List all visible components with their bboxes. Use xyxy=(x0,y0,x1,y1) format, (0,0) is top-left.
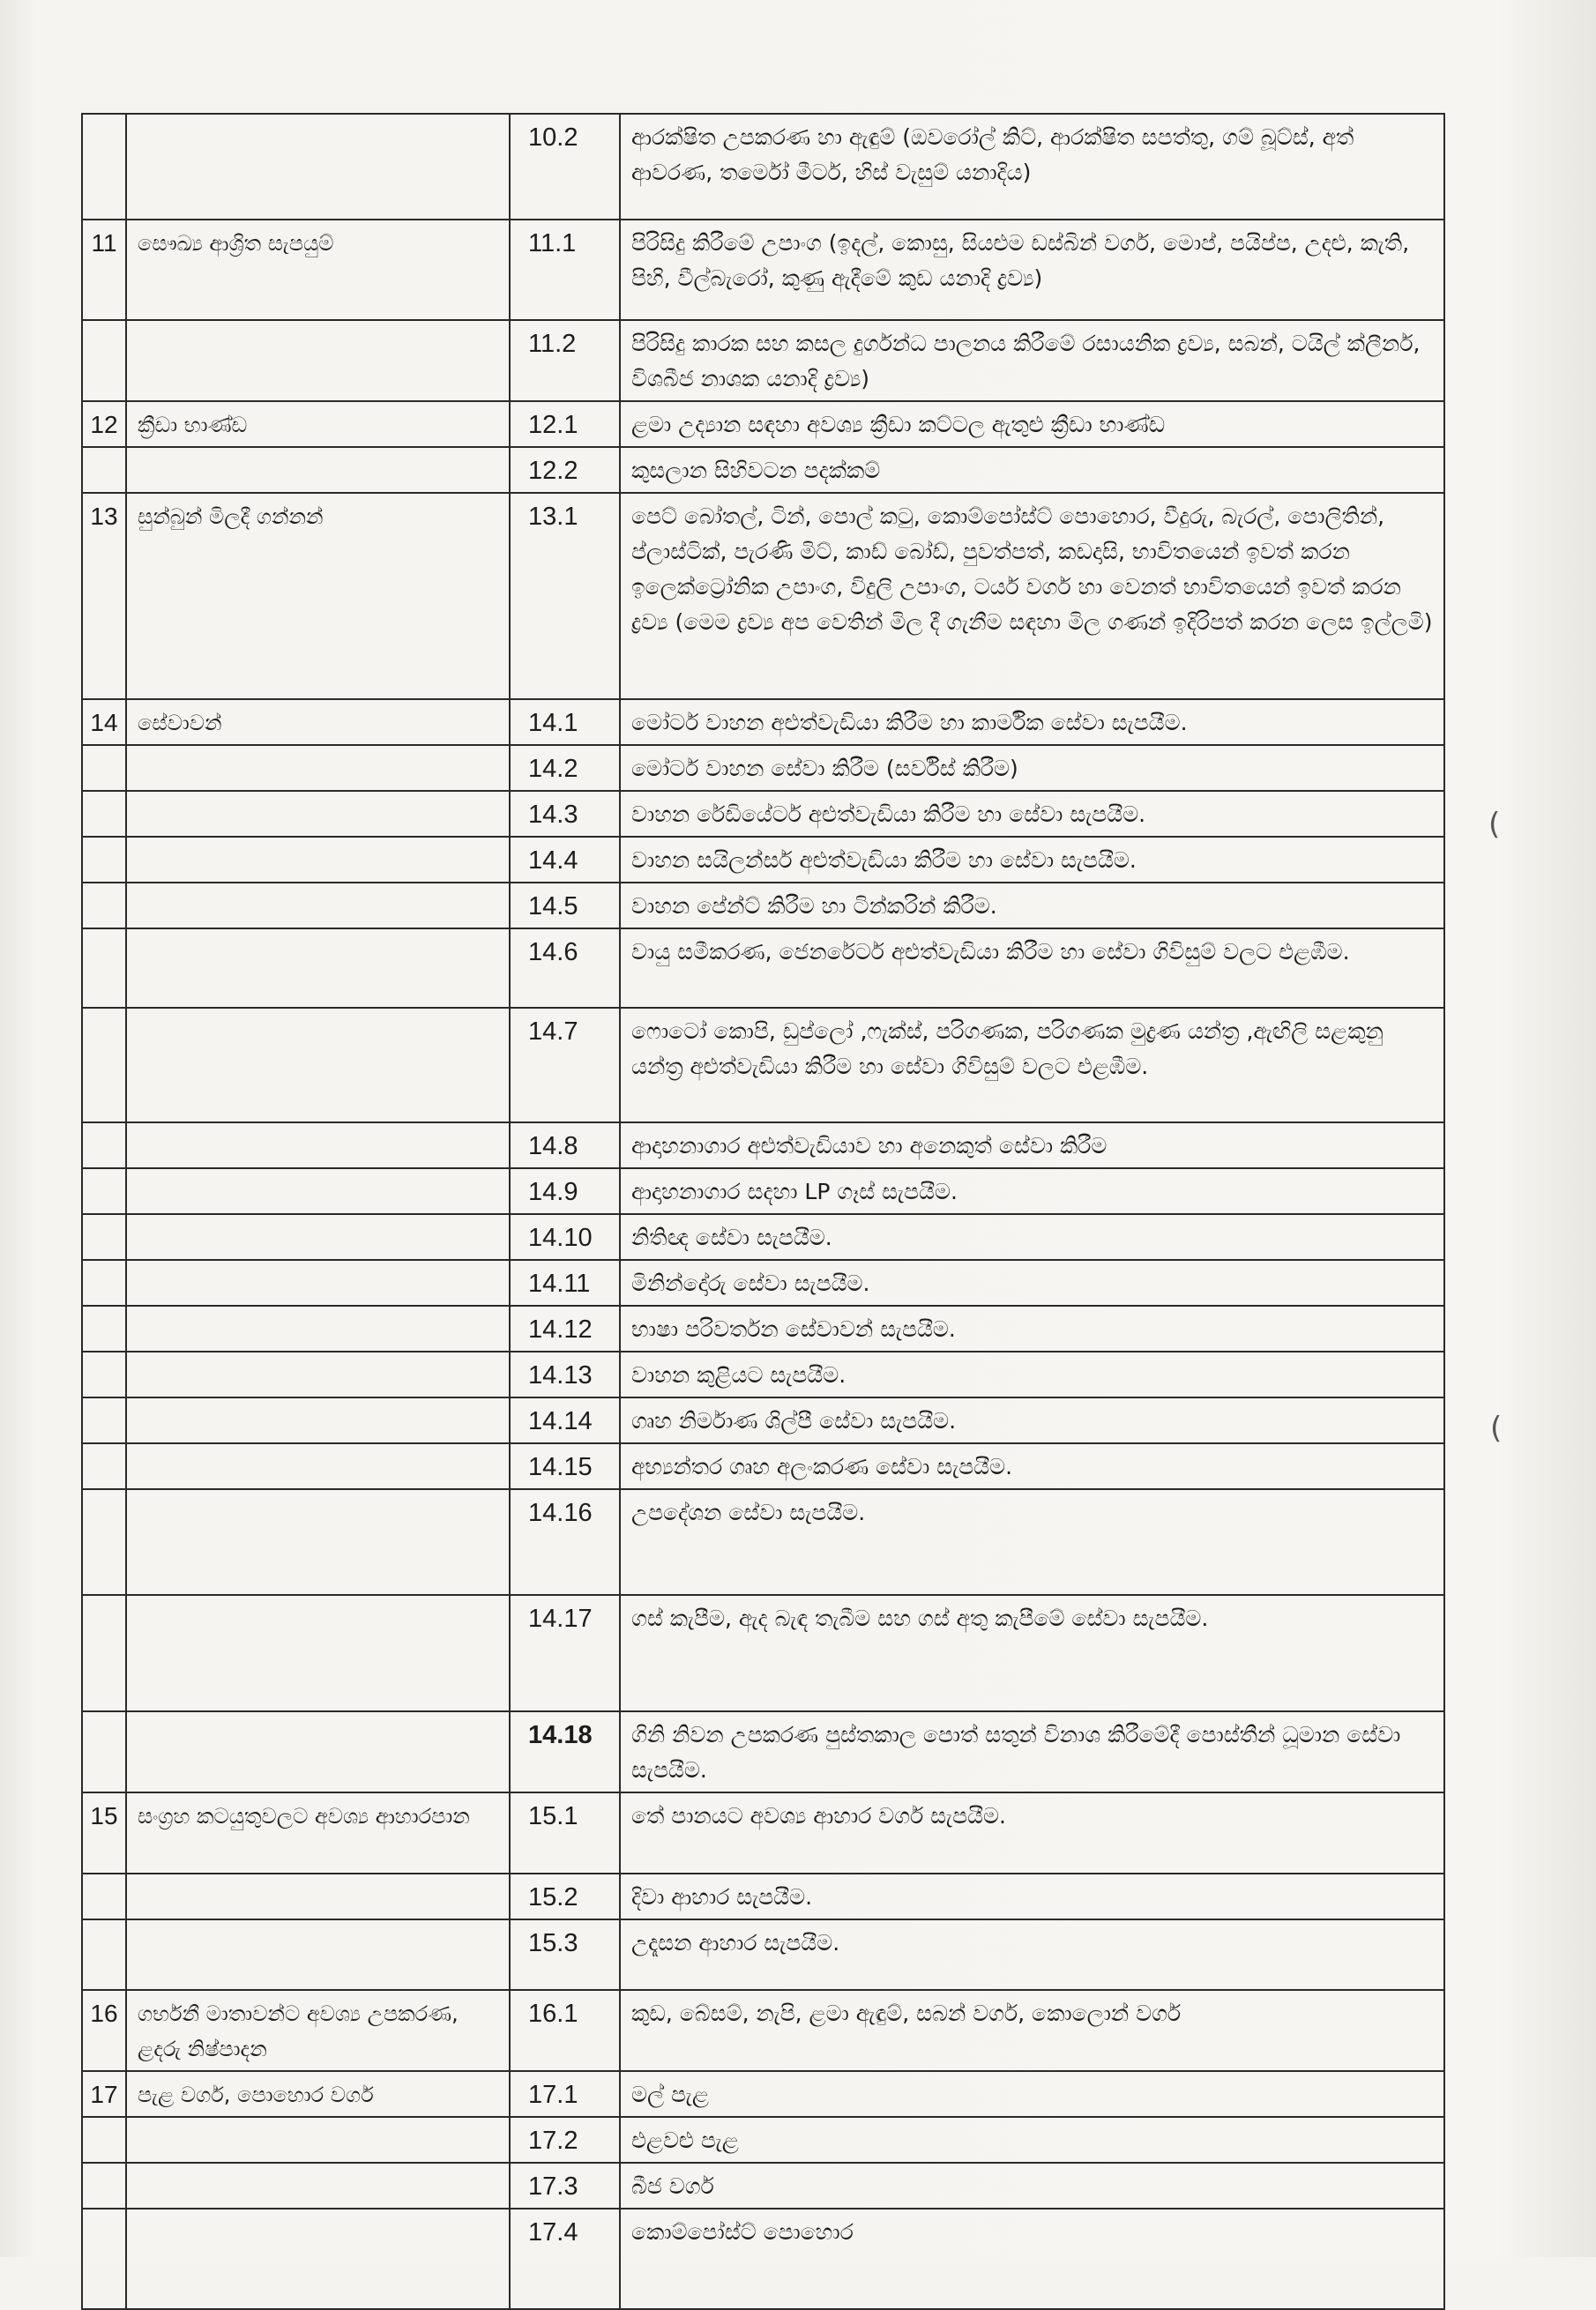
item-description: උපදේශන සේවා සැපයීම. xyxy=(620,1489,1444,1595)
item-category: සුන්බුන් මිලදී ගන්නන් xyxy=(126,493,510,699)
table-row xyxy=(82,837,1444,883)
item-number xyxy=(82,837,126,883)
item-category xyxy=(126,1711,510,1792)
item-description: භාෂා පරිවර්තන සේවාවන් සැපයීම. xyxy=(620,1306,1444,1352)
item-number xyxy=(82,2209,126,2309)
table-row xyxy=(82,2163,1444,2209)
item-category xyxy=(126,1260,510,1306)
sub-item-number: 14.1 xyxy=(510,699,620,745)
item-number xyxy=(82,883,126,928)
sub-item-number: 14.18 xyxy=(510,1711,620,1792)
item-description: ආදාහනාගාර සදහා LP ගෑස් සැපයීම. xyxy=(620,1168,1444,1214)
item-category xyxy=(126,1443,510,1489)
item-category: සෞඛ්‍ය ආශ්‍රිත සැපයුම් xyxy=(126,220,510,320)
sub-item-number: 17.1 xyxy=(510,2071,620,2117)
table-row xyxy=(82,1711,1444,1792)
table-row xyxy=(82,1792,1444,1874)
item-number xyxy=(82,791,126,837)
item-category xyxy=(126,745,510,791)
item-number: 15 xyxy=(82,1792,126,1874)
sub-item-number: 14.4 xyxy=(510,837,620,883)
item-category xyxy=(126,114,510,220)
item-number: 14 xyxy=(82,699,126,745)
item-description: වායු සමීකරණ, ජෙනරේටර් අළුත්වැඩියා කිරීම හා සේවා ගිවිසුම් වලට එළඹීම. xyxy=(620,928,1444,1008)
margin-mark: ( xyxy=(1490,1411,1503,1446)
item-category xyxy=(126,791,510,837)
sub-item-number: 13.1 xyxy=(510,493,620,699)
item-category xyxy=(126,1008,510,1122)
item-number xyxy=(82,1595,126,1711)
item-description: පිරිසිදු කාරක සහ කසල දුර්ගන්ධ පාලනය කිරීමේ රසායනික ද්‍රව්‍ය, සබන්, ටයිල් ක්ලීනර්, විශබීජ නාශක යනාදි ද්‍රව්‍ය) xyxy=(620,320,1444,401)
item-description: අභ්‍යන්තර ගෘහ අලංකරණ සේවා සැපයීම. xyxy=(620,1443,1444,1489)
sub-item-number: 14.11 xyxy=(510,1260,620,1306)
margin-mark: ( xyxy=(1488,807,1501,842)
item-category: ක්‍රීඩා භාණ්ඩ xyxy=(126,401,510,447)
item-description: උදෑසන ආහාර සැපයීම. xyxy=(620,1919,1444,1990)
item-number xyxy=(82,1443,126,1489)
table-row xyxy=(82,320,1444,401)
table-row xyxy=(82,928,1444,1008)
item-category xyxy=(126,1397,510,1443)
item-category: සංග්‍රහ කටයුතුවලට අවශ්‍ය ආහාරපාන xyxy=(126,1792,510,1874)
item-number xyxy=(82,1008,126,1122)
item-description: ගස් කැපීම, ඇද බැඳ තැබීම සහ ගස් අතු කැපීමේ සේවා සැපයීම. xyxy=(620,1595,1444,1711)
item-description: මෝටර් වාහන අළුත්වැඩියා කිරීම හා කාර්මික සේවා සැපයීම. xyxy=(620,699,1444,745)
sub-item-number: 17.3 xyxy=(510,2163,620,2209)
item-description: නිතිඥ සේවා සැපයීම. xyxy=(620,1214,1444,1260)
item-category xyxy=(126,1214,510,1260)
item-number: 12 xyxy=(82,401,126,447)
table-row xyxy=(82,883,1444,928)
sub-item-number: 12.2 xyxy=(510,447,620,493)
sub-item-number: 14.13 xyxy=(510,1352,620,1397)
table-row xyxy=(82,791,1444,837)
sub-item-number: 12.1 xyxy=(510,401,620,447)
table-row xyxy=(82,1260,1444,1306)
item-number xyxy=(82,1919,126,1990)
item-number xyxy=(82,928,126,1008)
sub-item-number: 15.1 xyxy=(510,1792,620,1874)
items-table xyxy=(81,113,1445,2310)
item-number xyxy=(82,447,126,493)
item-description: පිරිසිදු කිරීමේ උපාංග (ඉදල්, කොසු, සියළුම ඩස්බින් වර්ග, මොප්, පයිප්ප, උදළු, කැති, පිහි, වීල්බැරෝ, කුණු ඇදීමේ කුඩ යනාදි ද්‍රව්‍ය) xyxy=(620,220,1444,320)
item-number: 16 xyxy=(82,1990,126,2071)
table-row xyxy=(82,2071,1444,2117)
table-row xyxy=(82,1990,1444,2071)
table-row xyxy=(82,114,1444,220)
item-description: තේ පානයට අවශ්‍ය ආහාර වර්ග සැපයීම. xyxy=(620,1792,1444,1874)
item-number xyxy=(82,1214,126,1260)
item-description: පෙට් බෝතල්, ටින්, පොල් කටු, කොම්පෝස්ට් පොහොර, වීදුරු, බැරල්, පොලිතින්, ප්ලාස්ටික්, පැරණි මිට්, කාඩ් බෝඩ්, පුවත්පත්, කඩදාසි, භාවිතයෙන් ඉවත් කරන ඉලෙක්ට්‍රෝනික උපාංග, විදුලි උපාංග, ටයර් වර්ග හා වෙනත් භාවිතයෙන් ඉවත් කරන ද්‍රව්‍ය (මෙම ද්‍රව්‍ය අප වෙතින් මිල දී ගැනීම සඳහා මිල ගණන් ඉදිරිපත් කරන ලෙස ඉල්ලමි) xyxy=(620,493,1444,699)
sub-item-number: 15.2 xyxy=(510,1874,620,1919)
table-row xyxy=(82,401,1444,447)
item-category xyxy=(126,2163,510,2209)
table-row xyxy=(82,1008,1444,1122)
table-row xyxy=(82,1919,1444,1990)
item-description: ගිනි නිවන උපකරණ පුස්තකාල පොත් සතුන් විනාශ කිරීමේදී පොස්තීන් ධූමාන සේවා සැපයීම. xyxy=(620,1711,1444,1792)
item-number: 11 xyxy=(82,220,126,320)
table-row xyxy=(82,220,1444,320)
sub-item-number: 14.10 xyxy=(510,1214,620,1260)
item-description: මල් පැළ xyxy=(620,2071,1444,2117)
item-category xyxy=(126,1352,510,1397)
item-category xyxy=(126,1595,510,1711)
item-description: වාහන සයිලන්සර් අළුත්වැඩියා කිරීම හා සේවා සැපයීම. xyxy=(620,837,1444,883)
item-number xyxy=(82,745,126,791)
sub-item-number: 14.9 xyxy=(510,1168,620,1214)
table-row xyxy=(82,2209,1444,2309)
item-number xyxy=(82,114,126,220)
item-number xyxy=(82,1260,126,1306)
sub-item-number: 15.3 xyxy=(510,1919,620,1990)
item-description: කුඩ, බේසම්, නැපි, ළමා ඇඳුම්, සබන් වර්ග, කොලොන් වර්ග xyxy=(620,1990,1444,2071)
item-number: 17 xyxy=(82,2071,126,2117)
item-description: වාහන කුළියට සැපයීම. xyxy=(620,1352,1444,1397)
table-row xyxy=(82,493,1444,699)
table-row xyxy=(82,1397,1444,1443)
item-description: මෝටර් වාහන සේවා කිරීම (සර්විස් කිරීම) xyxy=(620,745,1444,791)
item-number xyxy=(82,1397,126,1443)
sub-item-number: 17.4 xyxy=(510,2209,620,2309)
item-description: ආදාහනාගාර අළුත්වැඩියාව හා අනෙකුත් සේවා කිරීම xyxy=(620,1122,1444,1168)
item-category xyxy=(126,1168,510,1214)
item-category xyxy=(126,928,510,1008)
table-row xyxy=(82,1214,1444,1260)
table-row xyxy=(82,1874,1444,1919)
item-category xyxy=(126,2209,510,2309)
table-row xyxy=(82,1168,1444,1214)
item-number xyxy=(82,2117,126,2163)
item-number xyxy=(82,320,126,401)
sub-item-number: 14.8 xyxy=(510,1122,620,1168)
item-description: එළවළු පැළ xyxy=(620,2117,1444,2163)
item-description: කොම්පෝස්ට් පොහොර xyxy=(620,2209,1444,2309)
table-row xyxy=(82,1122,1444,1168)
item-number xyxy=(82,1306,126,1352)
table-row xyxy=(82,1443,1444,1489)
sub-item-number: 11.1 xyxy=(510,220,620,320)
item-category xyxy=(126,883,510,928)
sub-item-number: 14.16 xyxy=(510,1489,620,1595)
item-number xyxy=(82,2163,126,2209)
item-description: කුසලාන සිහිවටන පදක්කම් xyxy=(620,447,1444,493)
table-row xyxy=(82,1352,1444,1397)
sub-item-number: 14.14 xyxy=(510,1397,620,1443)
sub-item-number: 14.7 xyxy=(510,1008,620,1122)
item-category: සේවාවන් xyxy=(126,699,510,745)
sub-item-number: 14.5 xyxy=(510,883,620,928)
item-category xyxy=(126,1306,510,1352)
item-category xyxy=(126,837,510,883)
item-number xyxy=(82,1168,126,1214)
item-description: ළමා උද්‍යාන සඳහා අවශ්‍ය ක්‍රීඩා කට්ටල ඇතුළු ක්‍රීඩා භාණ්ඩ xyxy=(620,401,1444,447)
item-description: ෆොටෝ කොපි, ඩුප්ලෝ ,ෆැක්ස්, පරිගණක, පරිගණක මුද්‍රණ යන්ත්‍ර ,ඇඟිලි සළකුනු යන්ත්‍ර අළුත්වැඩියා කිරීම හා සේවා ගිවිසුම් වලට එළඹීම. xyxy=(620,1008,1444,1122)
item-description: මිනින්දෝරු සේවා සැපයීම. xyxy=(620,1260,1444,1306)
item-description: බීජ වර්ග xyxy=(620,2163,1444,2209)
item-number: 13 xyxy=(82,493,126,699)
sub-item-number: 16.1 xyxy=(510,1990,620,2071)
sub-item-number: 14.17 xyxy=(510,1595,620,1711)
table-row xyxy=(82,1306,1444,1352)
sub-item-number: 14.15 xyxy=(510,1443,620,1489)
sub-item-number: 14.2 xyxy=(510,745,620,791)
item-category xyxy=(126,1489,510,1595)
table-row xyxy=(82,447,1444,493)
item-description: දිවා ආහාර සැපයීම. xyxy=(620,1874,1444,1919)
table-row xyxy=(82,745,1444,791)
sub-item-number: 14.12 xyxy=(510,1306,620,1352)
item-description: ආරක්ෂිත උපකරණ හා ඇඳුම් (ඔවරෝල් කිට්, ආරක්ෂිත සපත්තු, ගම් බූට්ස්, අත් ආවරණ, තර්මෝ මීටර්, හිස් වැසුම් යනාදිය) xyxy=(620,114,1444,220)
sub-item-number: 11.2 xyxy=(510,320,620,401)
items-table-body xyxy=(82,114,1444,2309)
item-category: ගර්භනී මාතාවන්ට අවශ්‍ය උපකරණ, ළදරු නිෂ්පාදන xyxy=(126,1990,510,2071)
item-category xyxy=(126,320,510,401)
item-number xyxy=(82,1711,126,1792)
item-category xyxy=(126,1122,510,1168)
item-description: වාහන රේඩියේටර් අළුත්වැඩියා කිරීම හා සේවා සැපයීම. xyxy=(620,791,1444,837)
item-category xyxy=(126,2117,510,2163)
sub-item-number: 10.2 xyxy=(510,114,620,220)
item-description: වාහන පේන්ට් කිරීම හා ටින්කරින් කිරීම. xyxy=(620,883,1444,928)
sub-item-number: 14.3 xyxy=(510,791,620,837)
table-row xyxy=(82,1595,1444,1711)
table-row xyxy=(82,2117,1444,2163)
item-category xyxy=(126,1874,510,1919)
sub-item-number: 14.6 xyxy=(510,928,620,1008)
item-number xyxy=(82,1122,126,1168)
item-category: පැළ වර්ග, පොහොර වර්ග xyxy=(126,2071,510,2117)
table-row xyxy=(82,1489,1444,1595)
sub-item-number: 17.2 xyxy=(510,2117,620,2163)
item-number xyxy=(82,1874,126,1919)
item-category xyxy=(126,1919,510,1990)
item-category xyxy=(126,447,510,493)
item-description: ගෘහ නිර්මාණ ශිල්පී සේවා සැපයීම. xyxy=(620,1397,1444,1443)
item-number xyxy=(82,1352,126,1397)
item-number xyxy=(82,1489,126,1595)
table-row xyxy=(82,699,1444,745)
